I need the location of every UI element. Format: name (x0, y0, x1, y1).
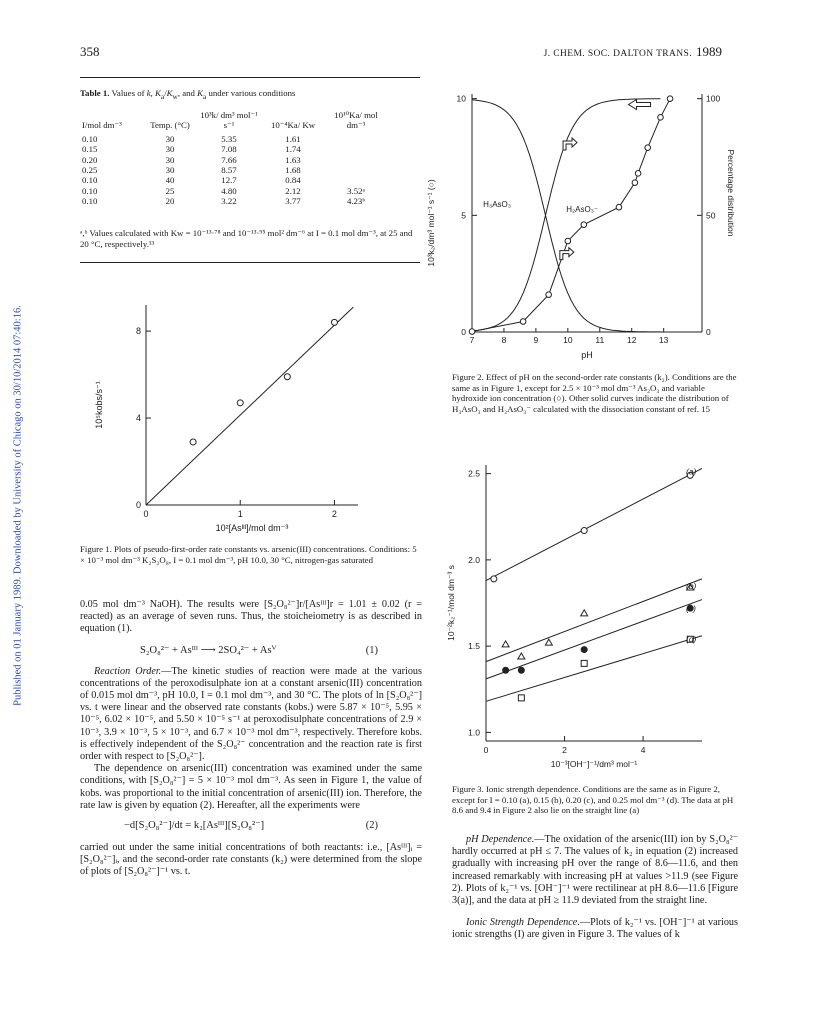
x-tick-label: 2 (562, 745, 567, 755)
data-point (491, 576, 497, 582)
download-notice: Published on 01 January 1989. Downloaded by University of Chicago on 30/10/2014 07:40:16. (12, 305, 24, 706)
y-tick-label: 2.0 (468, 554, 480, 565)
table-cell: 0.25 (82, 165, 98, 176)
table1-col-header: 10³k/ dm³ mol⁻¹ s⁻¹ (200, 110, 258, 131)
y2-tick-label: 100 (706, 93, 721, 104)
paragraph-ph-dependence (452, 834, 738, 907)
series-line (486, 600, 702, 679)
table-cell: 8.57 (221, 165, 237, 176)
table1-col-header: 10¹⁰Ka/ mol dm⁻³ (334, 110, 378, 131)
table1-col-header: Temp. (°C) (150, 120, 190, 131)
figure2-chart (420, 80, 740, 370)
right-bent-arrow-icon (560, 248, 574, 260)
table-bottom-rule (80, 262, 420, 263)
table-cell: 0.84 (285, 175, 301, 186)
ph-dependence-text: —The oxidation of the arsenic(III) ion by S₂O₈²⁻ hardly occurred at pH ≤ 7. The values of k₂ in equation (2) increased gradually with increasing pH over the range of 8.6—11.6, and then increased remarkably with increasing pH at values >11.9 (see Figure 2). Plots of k₂⁻¹ vs. [OH⁻]⁻¹ were rectilinear at pH 8.6—11.6 [Figure 3(a)], and the data at pH ≥ 11.9 deviated from the straight line. (452, 834, 738, 907)
data-point (545, 639, 552, 645)
series-line (486, 579, 702, 662)
x-tick-label: 9 (533, 335, 539, 345)
table-cell (322, 134, 390, 144)
journal-name: J. CHEM. SOC. DALTON TRANS. (543, 49, 692, 59)
table-cell: 2.12 (285, 185, 301, 196)
left-arrow-icon (629, 100, 651, 110)
data-point (581, 660, 587, 666)
paragraph-arsenic-dependence: The dependence on arsenic(III) concentration was examined under the same conditions, with [S₂O₈²⁻] = 5 × 10⁻³ mol dm⁻³. As seen in Figure 1, the value of kobs. was proportional to the initial concentration of arsenic(III) ion. Therefore, the rate law is given by equation (2). Hereafter, all the experiments were (80, 763, 422, 811)
table-cell: 0.15 (82, 144, 98, 155)
table-row (78, 196, 390, 206)
left-column-text (80, 599, 422, 879)
table-cell: 0.10 (82, 185, 98, 196)
data-point (565, 238, 571, 244)
x-tick-label: 8 (501, 335, 507, 345)
table-cell (322, 175, 390, 185)
table-cell: 1.61 (285, 133, 301, 144)
table1-footnote: ᵃ,ᵇ Values calculated with Kw = 10⁻¹³·⁷⁸ and 10⁻¹³·⁹⁵ mol² dm⁻⁶ at I = 0.1 mol dm⁻³, at 25 and 20 °C, respectively.¹³ (80, 228, 413, 249)
h3aso3-curve (472, 100, 661, 332)
y-tick-label: 2.5 (468, 468, 480, 479)
table-cell: 40 (165, 175, 175, 186)
data-point (667, 96, 673, 102)
x-tick-label: 0 (143, 509, 149, 519)
y-tick-label: 8 (135, 326, 141, 337)
side-watermark (0, 0, 30, 1032)
y-tick-label: 5 (461, 210, 466, 221)
page-number: 358 (80, 44, 100, 59)
table-cell: 0.10 (82, 133, 98, 144)
y-tick-label: 1.5 (468, 641, 480, 652)
table1-col-header: I/mol dm⁻³ (82, 120, 122, 131)
figure2-caption: Figure 2. Effect of pH on the second-order rate constants (k₂). Conditions are the same as in Figure 1, except for 2.5 × 10⁻³ mol dm⁻³ As₂O₃ and variable hydroxide ion concentration (○). Other solid curves indicate the distribution of H₃AsO₃ and H₂AsO₃⁻ calculated with the dissociation constant of ref. 15 (452, 372, 737, 414)
y-axis-label: 10⁻²k₂⁻¹/mol dm⁻³ s (446, 565, 456, 641)
equation-1-text: S₂O₈²⁻ + Asᴵᴵᴵ ⟶ 2SO₄²⁻ + Asⱽ (140, 644, 277, 656)
data-point (284, 374, 290, 380)
data-point (331, 319, 337, 325)
data-point (237, 400, 243, 406)
data-point (581, 610, 588, 616)
ionic-strength-text: —Plots of k₂⁻¹ vs. [OH⁻]⁻¹ at various ionic strengths (I) are given in Figure 3. The values of k (452, 917, 738, 941)
reaction-order-text: —The kinetic studies of reaction were made at the various concentrations of the peroxodisulphate ion at a constant arsenic(III) concentration of 0.015 mol dm⁻³, pH 10.0, I = 0.1 mol dm⁻³, and 30 °C. The plots of ln [S₂O₈²⁻] vs. t were linear and the observed rate constants (kobs.) were 5.87 × 10⁻⁵, 5.95 × 10⁻⁵, 6.02 × 10⁻⁵, and 5.50 × 10⁻⁵ s⁻¹ at peroxodisulphate concentrations of 2.9 × 10⁻³, 3.9 × 10⁻³, 5 × 10⁻³, and 6.7 × 10⁻³ mol dm⁻³, respectively. Therefore kobs. is effectively independent of the S₂O₈²⁻ concentration and the reaction rate is first order with respect to [S₂O₈²⁻]. (80, 665, 422, 763)
equation-2-number: (2) (365, 820, 378, 832)
table-row (78, 134, 390, 144)
table-cell (322, 165, 390, 175)
equation-2 (80, 812, 422, 842)
heading-ph-dependence: pH Dependence. (466, 834, 535, 845)
table-cell: 30 (165, 144, 175, 155)
table-cell: 30 (165, 133, 175, 144)
data-point (518, 667, 524, 673)
table-cell: 3.22 (221, 196, 237, 207)
data-point (616, 204, 622, 210)
table-row (78, 144, 390, 154)
table-cell: 7.66 (221, 154, 237, 165)
y-axis-label: 10³k₂/dm³ mol⁻¹ s⁻¹ (○) (426, 179, 436, 267)
table-cell: 4.23ᵇ (346, 196, 366, 207)
series-label: (d) (686, 633, 697, 644)
species-label-h3aso3: H₃AsO₃ (483, 200, 512, 210)
y2-tick-label: 0 (706, 327, 711, 337)
figure3-caption: Figure 3. Ionic strength dependence. Conditions are the same as in Figure 2, except for I = 0.10 (a), 0.15 (b), 0.20 (c), and 0.25 mol dm⁻³ (d). The data at pH 8.6 and 9.4 in Figure 2 also lie on the straight line (a) (452, 784, 734, 816)
x-tick-label: 10 (563, 335, 573, 345)
x-tick-label: 0 (483, 745, 489, 755)
data-point (502, 641, 509, 647)
y-tick-label: 10 (456, 93, 466, 104)
data-point (546, 292, 552, 298)
table-cell: 30 (165, 165, 175, 176)
data-point (520, 319, 526, 325)
data-point (518, 695, 524, 701)
x-tick-label: 7 (469, 335, 475, 345)
table-cell: 5.35 (221, 133, 237, 144)
data-point (469, 329, 475, 335)
y-tick-label: 4 (135, 413, 141, 424)
table-cell: 20 (165, 196, 175, 207)
series-line (486, 468, 702, 580)
heading-ionic-strength: Ionic Strength Dependence. (466, 917, 580, 929)
fit-line (146, 307, 353, 505)
series-label: (b) (686, 580, 697, 591)
table-cell (322, 144, 390, 154)
x-axis-label: 10⁻³[OH⁻]⁻¹/dm³ mol⁻¹ (550, 759, 638, 769)
data-point (635, 171, 641, 177)
series-label: (c) (686, 603, 696, 614)
table-cell: 25 (165, 185, 175, 196)
data-point (632, 180, 638, 186)
table-cell: 7.08 (221, 144, 237, 155)
table-row (78, 155, 390, 165)
table-cell (322, 155, 390, 165)
y-axis-label: 10⁵kobs/s⁻¹ (94, 381, 104, 429)
paragraph-conditions: carried out under the same initial concentrations of both reactants: i.e., [Asᴵᴵᴵ]ᵢ = [S₂O₈²⁻]ᵢ, and the second-order rate constants (k₂) were determined from the slope of plots of [S₂O₈²⁻]⁻¹ vs. t. (80, 842, 422, 878)
table-cell: 1.68 (285, 165, 301, 176)
y-tick-label: 0 (135, 500, 141, 510)
data-point (645, 145, 651, 151)
data-point (658, 115, 664, 121)
y2-axis-label: Percentage distribution (726, 149, 736, 237)
paragraph-stoichiometry: 0.05 mol dm⁻³ NaOH). The results were [S₂O₈²⁻]r/[Asᴵᴵᴵ]r = 1.01 ± 0.02 (r = reacted) as an average of seven runs. Thus, the stoicheiometry is as described in equation (1). (80, 599, 422, 635)
table-cell: 3.52ᵃ (347, 185, 365, 196)
y-tick-label: 1.0 (468, 727, 480, 738)
table-cell: 3.77 (285, 196, 301, 207)
table-row (78, 175, 390, 185)
table-cell: 1.74 (285, 144, 301, 155)
equation-1 (80, 636, 422, 666)
x-tick-label: 1 (237, 509, 243, 519)
x-tick-label: 2 (331, 509, 337, 519)
x-tick-label: 4 (640, 745, 646, 755)
paragraph-reaction-order (80, 666, 422, 764)
k2-curve (472, 99, 670, 332)
table-top-rule (80, 77, 420, 78)
journal-header (544, 44, 722, 60)
x-tick-label: 12 (626, 335, 637, 345)
table1-header-row (78, 110, 390, 134)
paragraph-ionic-strength (452, 917, 738, 941)
table-row (78, 186, 390, 196)
right-column-text (452, 834, 738, 942)
up-bent-arrow-icon (563, 138, 577, 150)
table-row (78, 165, 390, 175)
data-point (581, 222, 587, 228)
data-point (581, 647, 587, 653)
figure3-chart (440, 455, 740, 775)
journal-year: 1989 (696, 44, 722, 59)
figure1-chart (88, 295, 378, 535)
table-cell: 0.20 (82, 154, 98, 165)
y2-tick-label: 50 (706, 210, 716, 221)
equation-1-number: (1) (365, 644, 378, 656)
heading-reaction-order: Reaction Order. (94, 665, 162, 677)
table-cell: 0.10 (82, 175, 98, 186)
x-axis-label: 10²[Asᴵᴵᴵ]/mol dm⁻³ (215, 523, 289, 533)
series-label: (a) (686, 466, 697, 477)
table-cell: 30 (165, 154, 175, 165)
species-label-h2aso3: H₂AsO₃⁻ (566, 204, 599, 214)
x-tick-label: 11 (595, 335, 605, 345)
h2aso3-curve (472, 99, 661, 331)
x-axis-label: pH (581, 350, 593, 360)
x-tick-label: 13 (658, 335, 669, 345)
data-point (503, 667, 509, 673)
table1-title: Table 1. Values of k, $K_a/K_w$, and $K_a$ under various conditions (80, 88, 296, 101)
table1 (78, 110, 390, 207)
data-point (518, 653, 525, 659)
y-tick-label: 0 (461, 327, 466, 337)
table1-col-header: 10⁻⁴Ka/ Kw (270, 120, 316, 131)
table-cell: 12.7 (221, 175, 237, 186)
equation-2-text: −d[S₂O₈²⁻]/dt = k₂[Asᴵᴵᴵ][S₂O₈²⁻] (124, 820, 265, 832)
data-point (581, 528, 587, 534)
table-cell: 0.10 (82, 196, 98, 207)
data-point (190, 439, 196, 445)
figure1-caption: Figure 1. Plots of pseudo-first-order rate constants vs. arsenic(III) concentrations. Conditions: 5 × 10⁻³ mol dm⁻³ K₂S₂O₈, I = 0.1 mol dm⁻³, pH 10.0, 30 °C, nitrogen-gas saturated (80, 544, 417, 565)
table-cell: 1.63 (285, 154, 301, 165)
table-cell: 4.80 (221, 185, 237, 196)
